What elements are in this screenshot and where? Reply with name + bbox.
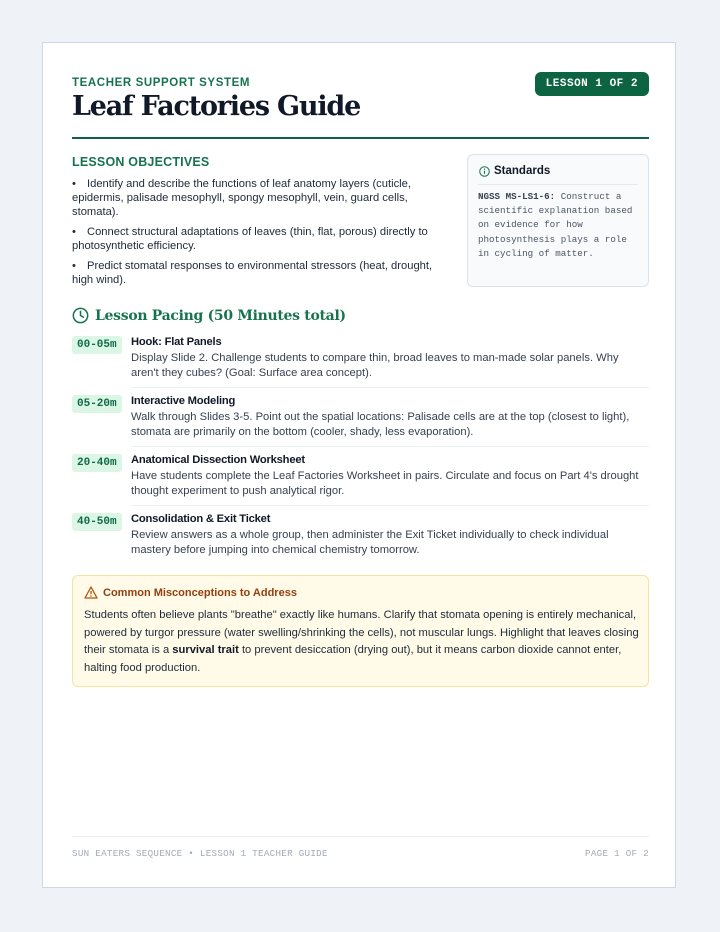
misconceptions-text-part: Students often believe plants "breathe" exactly like humans. Clarify that stomata opening is entirely mechanical, powered by turgor pressure (water swelling/shrinking the cells), not muscular lungs. Highlight that leaves closing their stomata is a: [84, 609, 639, 656]
pacing-divider: [131, 446, 649, 447]
clock-icon: [72, 307, 89, 324]
misconceptions-heading: Common Misconceptions to Address: [103, 586, 297, 599]
pacing-time-badge: 05-20m: [72, 395, 122, 413]
objective-item: [72, 259, 442, 287]
objective-item: [72, 225, 442, 253]
standards-header: [479, 165, 550, 177]
pacing-header: [72, 307, 346, 324]
bullet-icon: •: [72, 260, 76, 272]
warning-icon: [84, 586, 98, 599]
pacing-time-badge: 20-40m: [72, 454, 122, 472]
standards-body: [478, 190, 643, 261]
pacing-description: Review answers as a whole group, then administer the Exit Ticket individually to check individual mastery before jumping into chemical chemistry tomorrow.: [131, 529, 609, 556]
bullet-icon: •: [72, 178, 76, 190]
pacing-time-badge: 00-05m: [72, 336, 122, 354]
objectives-heading: LESSON OBJECTIVES: [72, 155, 210, 169]
pacing-title: Consolidation & Exit Ticket: [131, 513, 271, 525]
misconceptions-highlight: survival trait: [172, 644, 239, 656]
objective-text: Connect structural adaptations of leaves (thin, flat, porous) directly to photosynthetic efficiency.: [72, 226, 428, 252]
footer-divider: [72, 836, 649, 837]
objective-item: [72, 177, 442, 219]
page-title: Leaf Factories Guide: [72, 91, 361, 122]
standard-text: Construct a scientific explanation based on evidence for how photosynthesis plays a role in cycling of matter.: [478, 191, 633, 259]
page-kicker: TEACHER SUPPORT SYSTEM: [72, 77, 251, 89]
footer-page-number: PAGE 1 OF 2: [585, 848, 649, 859]
lesson-badge: LESSON 1 OF 2: [535, 72, 649, 96]
pacing-time-badge: 40-50m: [72, 513, 122, 531]
pacing-divider: [131, 505, 649, 506]
title-divider: [72, 137, 649, 139]
standards-heading: Standards: [494, 165, 551, 177]
footer-sequence-label: SUN EATERS SEQUENCE • LESSON 1 TEACHER GUIDE: [72, 848, 328, 859]
misconceptions-header: [84, 586, 297, 599]
pacing-title: Hook: Flat Panels: [131, 336, 222, 348]
pacing-divider: [131, 387, 649, 388]
objective-text: Identify and describe the functions of leaf anatomy layers (cuticle, epidermis, palisade mesophyll, spongy mesophyll, vein, guard cells, stomata).: [72, 178, 411, 218]
standard-code: NGSS MS-LS1-6:: [478, 191, 556, 202]
standards-divider: [478, 184, 638, 185]
bullet-icon: •: [72, 226, 76, 238]
objectives-list: [72, 177, 442, 293]
misconceptions-text-part: to prevent desiccation (drying out), but it means carbon dioxide cannot enter, halting food production.: [84, 644, 622, 674]
misconceptions-text: [84, 607, 642, 677]
objective-text: Predict stomatal responses to environmental stressors (heat, drought, high wind).: [72, 260, 433, 286]
guide-page: [42, 42, 676, 888]
info-icon: [479, 166, 490, 177]
misconceptions-callout: [72, 575, 649, 687]
pacing-description: Display Slide 2. Challenge students to compare thin, broad leaves to man-made solar panels. Why aren't they cubes? (Goal: Surface area concept).: [131, 352, 619, 379]
pacing-title: Interactive Modeling: [131, 395, 236, 407]
pacing-heading: Lesson Pacing (50 Minutes total): [95, 307, 346, 324]
standards-card: [467, 154, 649, 287]
pacing-description: Walk through Slides 3-5. Point out the spatial locations: Palisade cells are at the top (closest to light), stomata are primarily on the bottom (cooler, shady, less evaporation).: [131, 411, 630, 438]
pacing-title: Anatomical Dissection Worksheet: [131, 454, 305, 466]
pacing-description: Have students complete the Leaf Factories Worksheet in pairs. Circulate and focus on Part 4's drought thought experiment to push analytical rigor.: [131, 470, 639, 497]
